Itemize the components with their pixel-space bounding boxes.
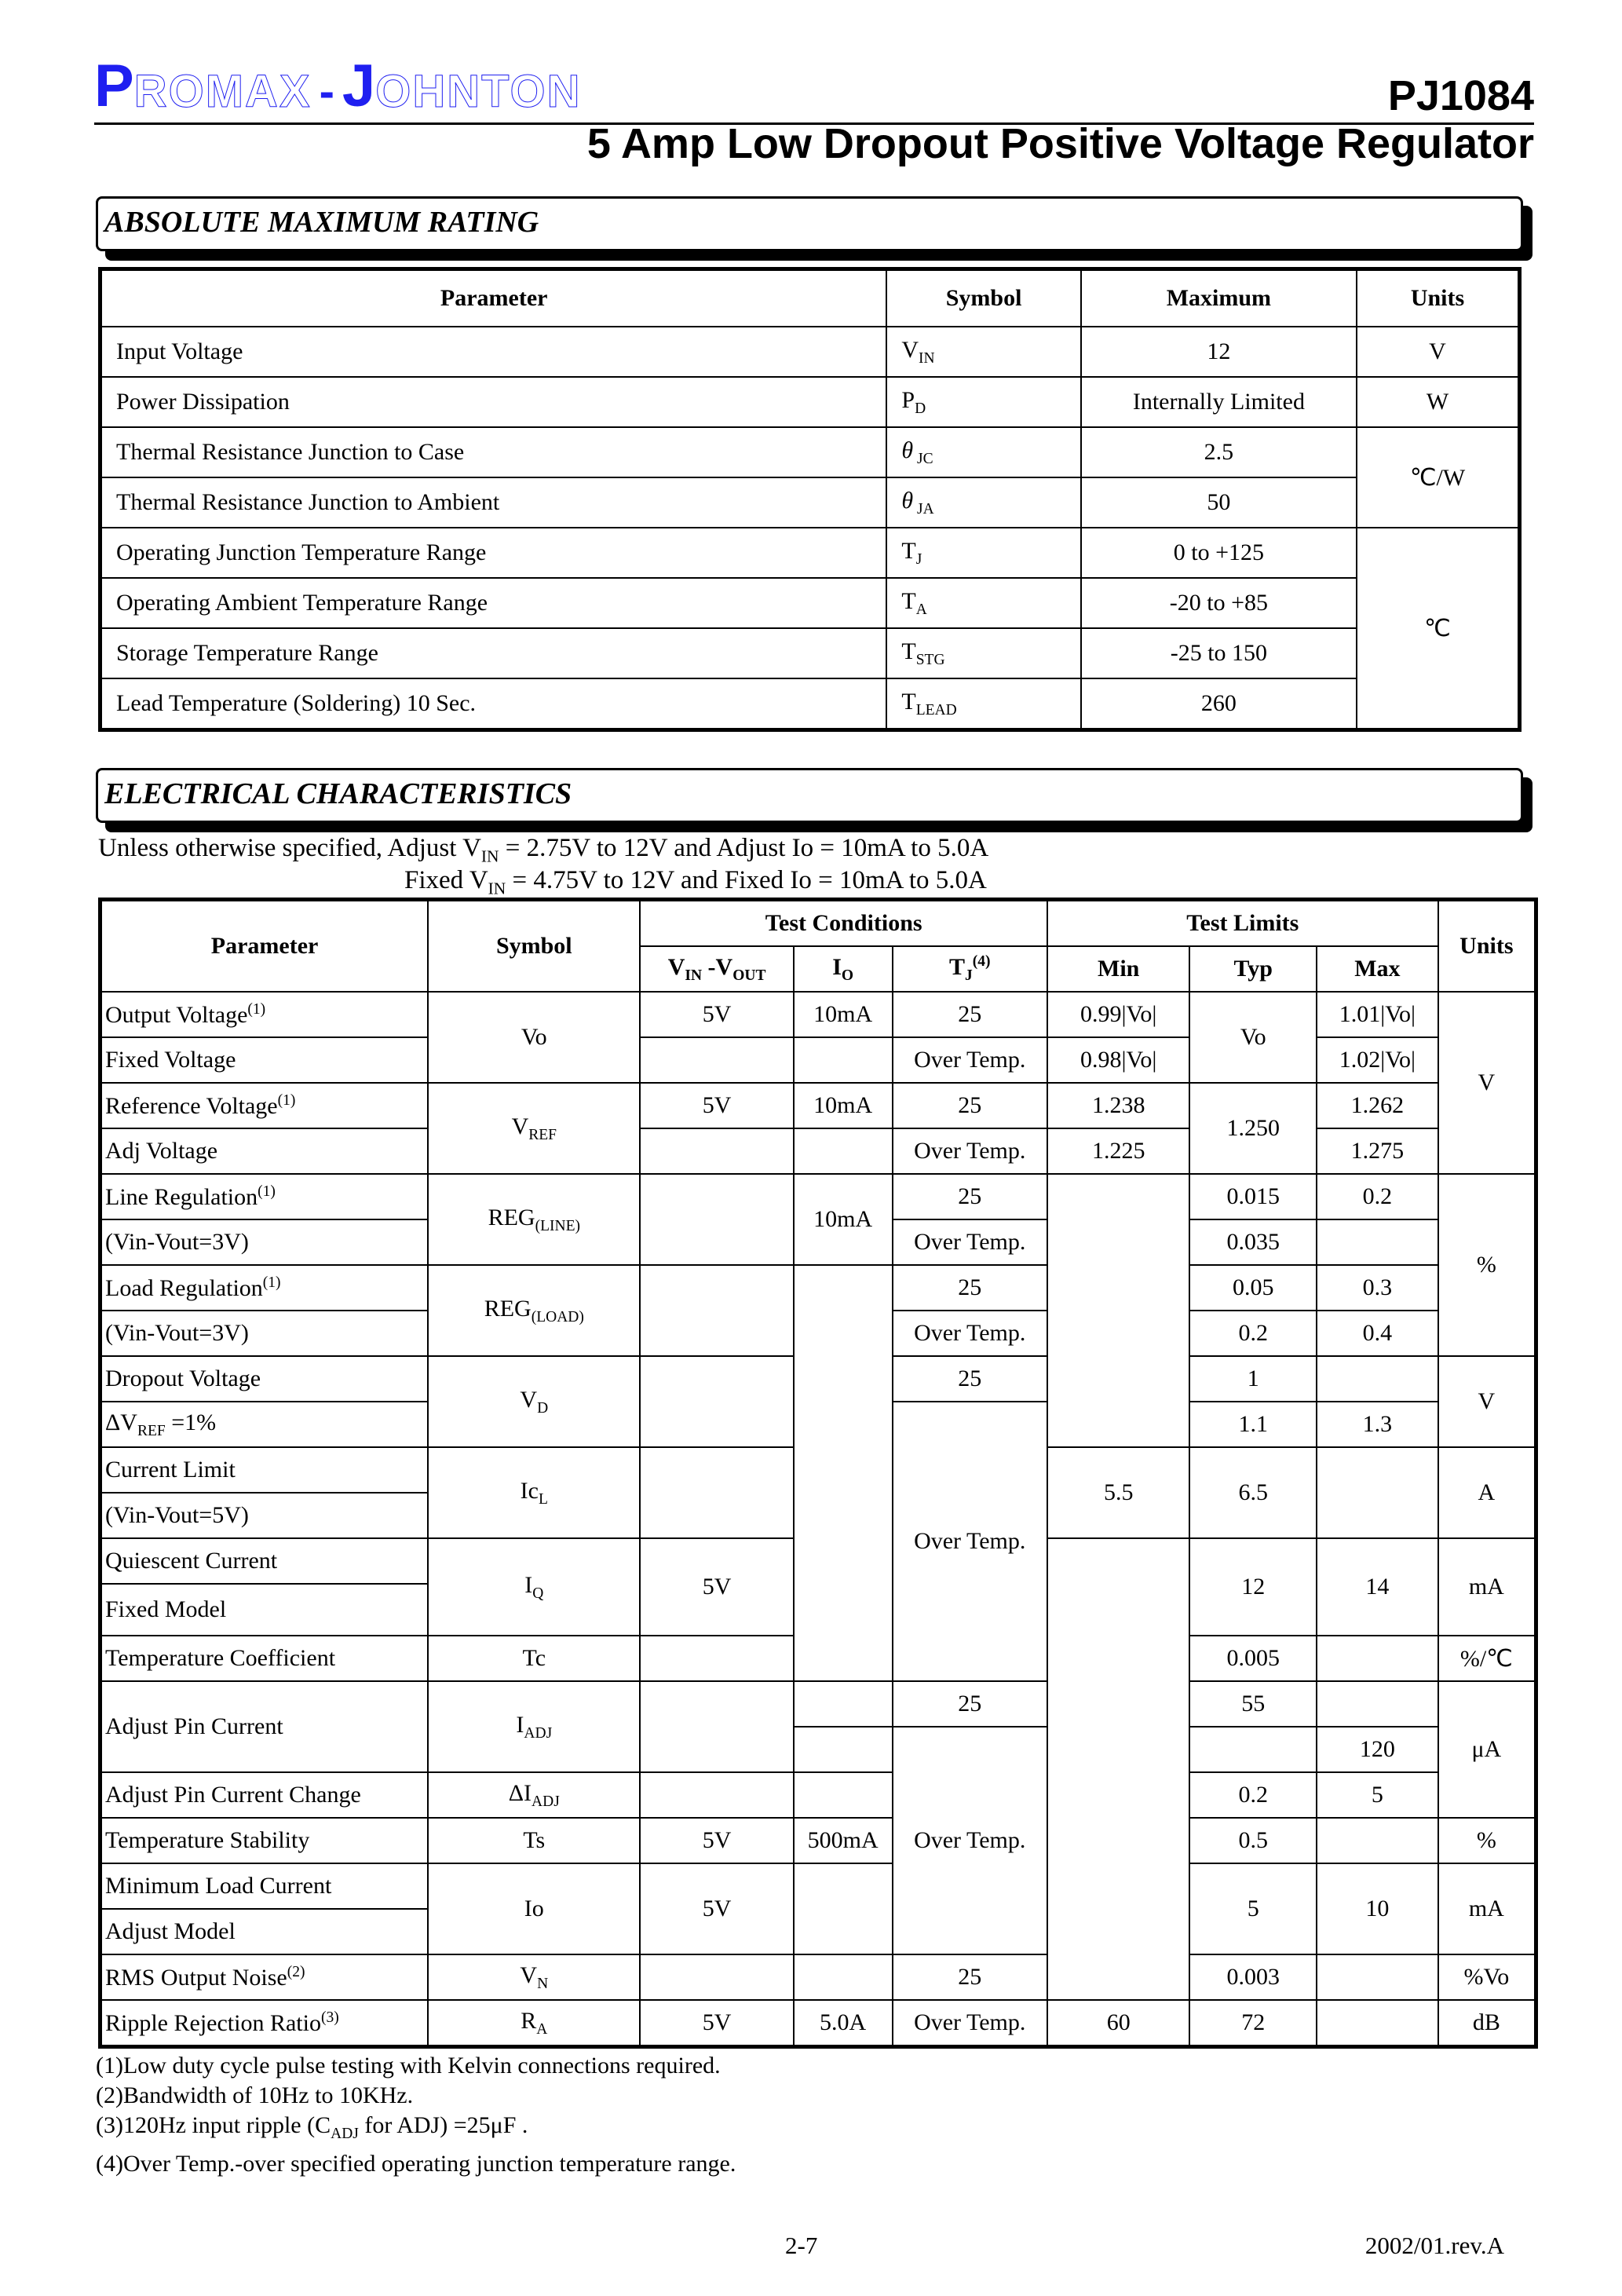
- cell-tj: 25: [893, 1681, 1047, 1727]
- cell-tj: 25: [893, 1265, 1047, 1311]
- header-text: T: [948, 954, 965, 980]
- cell-symbol: [428, 1954, 640, 2000]
- cell-io: [794, 1954, 893, 2000]
- cell-param: Dropout Voltage: [100, 1356, 429, 1402]
- cell-max: [1317, 1219, 1438, 1265]
- cell-symbol: [428, 1265, 640, 1356]
- symbol-text: T: [901, 587, 916, 614]
- cell-max: 5: [1317, 1772, 1438, 1818]
- cell-vin: [640, 1174, 793, 1265]
- cell-param: Quiescent Current: [100, 1538, 429, 1584]
- cell-max: [1317, 1818, 1438, 1863]
- section-title: ABSOLUTE MAXIMUM RATING: [104, 206, 539, 239]
- cell-typ: 0.003: [1189, 1954, 1317, 2000]
- symbol-text: I: [516, 1711, 524, 1738]
- cell-symbol: [428, 1356, 640, 1447]
- cell-unit: ℃: [1357, 528, 1520, 730]
- cell-unit: V: [1438, 1356, 1536, 1447]
- cell-tj: Over Temp.: [893, 1402, 1047, 1681]
- symbol-text: V: [520, 1386, 538, 1413]
- cell-max: 0.4: [1317, 1311, 1438, 1356]
- header-maximum: Maximum: [1081, 269, 1357, 327]
- cell-param: Current Limit: [100, 1447, 429, 1493]
- footnote-1: (1)Low duty cycle pulse testing with Kelvin connections required.: [96, 2053, 721, 2078]
- cell-vin: 5V: [640, 2000, 793, 2047]
- symbol-sub: N: [537, 1975, 549, 1992]
- cell-unit: μA: [1438, 1681, 1536, 1818]
- header-sub: O: [841, 967, 854, 984]
- table-row: [100, 477, 1520, 528]
- footnotes: [96, 2051, 736, 2179]
- cell-min: 1.225: [1047, 1128, 1190, 1174]
- cell-typ: 0.015: [1189, 1174, 1317, 1219]
- symbol-sub: JC: [913, 450, 933, 467]
- cell-max: [1317, 2000, 1438, 2047]
- cell-param: Adj Voltage: [100, 1128, 429, 1174]
- symbol-text: I: [524, 1571, 533, 1598]
- cell-vin: [640, 1265, 793, 1356]
- cell-maximum: 0 to +125: [1081, 528, 1357, 578]
- table-row: [100, 1954, 1536, 2000]
- cell-max: 1.262: [1317, 1083, 1438, 1128]
- cell-param: Temperature Stability: [100, 1818, 429, 1863]
- cell-vin: [640, 1128, 793, 1174]
- table-row: [100, 1681, 1536, 1727]
- cell-max: [1317, 1636, 1438, 1681]
- cell-symbol: [428, 2000, 640, 2047]
- param-sub: REF: [137, 1422, 166, 1439]
- cell-max: 0.2: [1317, 1174, 1438, 1219]
- table-row: [100, 327, 1520, 377]
- header-vin-vout: [640, 946, 793, 992]
- cell-io: 10mA: [794, 1083, 893, 1128]
- param-sup: (3): [320, 2009, 339, 2026]
- cell-tj: 25: [893, 1174, 1047, 1219]
- cell-max: 0.3: [1317, 1265, 1438, 1311]
- header-tj: [893, 946, 1047, 992]
- param-text: Ripple Rejection Ratio: [105, 2009, 321, 2036]
- cell-vin: 5V: [640, 1083, 793, 1128]
- cell-tj: Over Temp.: [893, 1219, 1047, 1265]
- table-header-row: [100, 269, 1520, 327]
- table-row: [100, 678, 1520, 730]
- cell-unit: %: [1438, 1174, 1536, 1356]
- header-sub: IN: [685, 967, 703, 984]
- cell-maximum: Internally Limited: [1081, 377, 1357, 427]
- cell-io: [794, 1681, 893, 1727]
- cell-unit: mA: [1438, 1863, 1536, 1954]
- param-sup: (2): [287, 1963, 305, 1980]
- cell-io: [794, 1265, 893, 1681]
- cell-param: Operating Ambient Temperature Range: [100, 578, 887, 628]
- footnote-4: (4)Over Temp.-over specified operating junction temperature range.: [96, 2151, 736, 2177]
- logo-romax: ROMAX: [133, 66, 312, 117]
- logo-letter-p: P: [94, 53, 134, 119]
- revision-label: 2002/01.rev.A: [1364, 2232, 1504, 2259]
- logo-letter-j: J: [342, 53, 376, 119]
- table-row: [100, 1772, 1536, 1818]
- cell-vin: 5V: [640, 1863, 793, 1954]
- header-units: Units: [1357, 269, 1520, 327]
- param-text: Load Regulation: [105, 1274, 263, 1301]
- cell-symbol: Tc: [428, 1636, 640, 1681]
- footnote-3: [96, 2111, 736, 2149]
- param-text: Line Regulation: [105, 1183, 258, 1210]
- cell-max: 1.3: [1317, 1402, 1438, 1447]
- cell-maximum: -20 to +85: [1081, 578, 1357, 628]
- cond-text: = 2.75V to 12V and Adjust Io = 10mA to 5.0A: [499, 834, 989, 862]
- cell-unit: dB: [1438, 2000, 1536, 2047]
- param-text: RMS Output Noise: [105, 1964, 287, 1991]
- cell-typ: 5: [1189, 1863, 1317, 1954]
- symbol-sub: ADJ: [532, 1793, 560, 1810]
- cond-text: Fixed V: [404, 866, 488, 894]
- cell-param: [100, 1265, 429, 1311]
- cell-unit: A: [1438, 1447, 1536, 1538]
- header-min: Min: [1047, 946, 1190, 992]
- param-sup: (1): [262, 1274, 281, 1291]
- param-sup: (1): [247, 1000, 266, 1018]
- cell-param: [100, 1174, 429, 1219]
- cell-symbol: [886, 628, 1080, 678]
- symbol-sub: (LINE): [535, 1217, 580, 1234]
- cell-min: 0.98|Vo|: [1047, 1037, 1190, 1083]
- section-title: ELECTRICAL CHARACTERISTICS: [104, 777, 572, 810]
- cell-unit: ℃/W: [1357, 427, 1520, 528]
- cell-vin: [640, 1954, 793, 2000]
- cell-symbol: [428, 1083, 640, 1174]
- cond-text: Unless otherwise specified, Adjust V: [98, 834, 481, 862]
- table-row: [100, 1818, 1536, 1863]
- symbol-text: Ic: [520, 1477, 539, 1504]
- symbol-text: V: [520, 1961, 538, 1988]
- table-row: [100, 1128, 1536, 1174]
- cell-io: 5.0A: [794, 2000, 893, 2047]
- cell-tj: 25: [893, 1083, 1047, 1128]
- cell-max: [1317, 1447, 1438, 1538]
- cell-vin: 5V: [640, 992, 793, 1037]
- cell-param: [100, 1954, 429, 2000]
- header-symbol: Symbol: [428, 900, 640, 993]
- cell-typ: 0.005: [1189, 1636, 1317, 1681]
- cell-typ: 1.1: [1189, 1402, 1317, 1447]
- cell-max: [1317, 1954, 1438, 2000]
- cond-text: = 4.75V to 12V and Fixed Io = 10mA to 5.0A: [506, 866, 987, 894]
- cell-symbol: [886, 578, 1080, 628]
- cell-min: 60: [1047, 2000, 1190, 2047]
- cell-typ: 6.5: [1189, 1447, 1317, 1538]
- header-sub: OUT: [732, 967, 766, 984]
- cell-tj: Over Temp.: [893, 1727, 1047, 1954]
- cell-typ: 55: [1189, 1681, 1317, 1727]
- symbol-text: R: [521, 2007, 537, 2034]
- logo-dash: -: [319, 66, 334, 117]
- symbol-text: ΔI: [508, 1779, 532, 1806]
- table-row: [100, 528, 1520, 578]
- symbol-sub: D: [537, 1399, 549, 1417]
- param-text: ΔV: [105, 1409, 137, 1435]
- header-text: -V: [702, 953, 733, 980]
- symbol-text: T: [901, 537, 916, 564]
- cell-vin: 5V: [640, 1538, 793, 1636]
- cell-unit: V: [1357, 327, 1520, 377]
- company-logo: [94, 53, 582, 119]
- cell-tj: Over Temp.: [893, 1037, 1047, 1083]
- symbol-sub: REF: [528, 1126, 557, 1143]
- cell-symbol: Ts: [428, 1818, 640, 1863]
- part-number: PJ1084: [1387, 72, 1534, 119]
- cell-symbol: [886, 427, 1080, 477]
- cell-symbol: [428, 1772, 640, 1818]
- symbol-sub: JA: [913, 500, 934, 517]
- cell-vin: [640, 1772, 793, 1818]
- header-text: V: [667, 953, 685, 980]
- cell-max: [1317, 1681, 1438, 1727]
- cell-param: Adjust Pin Current Change: [100, 1772, 429, 1818]
- document-title: 5 Amp Low Dropout Positive Voltage Regulator: [586, 120, 1534, 167]
- cell-io: [794, 1128, 893, 1174]
- cell-tj: 25: [893, 992, 1047, 1037]
- section-absolute-max-rating: [96, 196, 1523, 251]
- table-row: [100, 1083, 1536, 1128]
- symbol-text: T: [901, 638, 916, 664]
- footnote-2: (2)Bandwidth of 10Hz to 10KHz.: [96, 2082, 414, 2108]
- cell-typ: 0.2: [1189, 1311, 1317, 1356]
- param-text: =1%: [165, 1409, 217, 1435]
- cell-tj: 25: [893, 1356, 1047, 1402]
- symbol-sub: J: [915, 550, 922, 568]
- cell-maximum: -25 to 150: [1081, 628, 1357, 678]
- cell-typ: 1.250: [1189, 1083, 1317, 1174]
- cell-symbol: [886, 678, 1080, 730]
- table-row: [100, 1174, 1536, 1219]
- header-parameter: Parameter: [100, 269, 887, 327]
- header-text: I: [832, 953, 842, 980]
- table-row: [100, 1037, 1536, 1083]
- logo-ohnton: OHNTON: [375, 66, 582, 117]
- cell-param: (Vin-Vout=5V): [100, 1493, 429, 1538]
- cell-unit: W: [1357, 377, 1520, 427]
- cond-sub: IN: [488, 879, 506, 898]
- param-text: Output Voltage: [105, 1001, 248, 1028]
- cell-typ: Vo: [1189, 992, 1317, 1083]
- cell-max: [1317, 1356, 1438, 1402]
- symbol-text: V: [511, 1113, 529, 1139]
- cell-unit: mA: [1438, 1538, 1536, 1636]
- cell-param: (Vin-Vout=3V): [100, 1311, 429, 1356]
- symbol-text: REG: [484, 1295, 532, 1322]
- param-sup: (1): [258, 1183, 276, 1200]
- cell-max: 1.02|Vo|: [1317, 1037, 1438, 1083]
- cell-typ: 0.2: [1189, 1772, 1317, 1818]
- cell-param: Thermal Resistance Junction to Case: [100, 427, 887, 477]
- cell-maximum: 2.5: [1081, 427, 1357, 477]
- table-row: [100, 578, 1520, 628]
- cell-symbol: Io: [428, 1863, 640, 1954]
- symbol-sub: D: [915, 400, 926, 417]
- cell-param: Power Dissipation: [100, 377, 887, 427]
- note-text: for ADJ) =25μF .: [358, 2112, 528, 2138]
- cell-tj: Over Temp.: [893, 1311, 1047, 1356]
- cell-max: 120: [1317, 1727, 1438, 1772]
- cell-io: [794, 1727, 893, 1772]
- cell-param: Thermal Resistance Junction to Ambient: [100, 477, 887, 528]
- table-row: [100, 1863, 1536, 1909]
- cell-min: [1047, 1174, 1190, 1447]
- electrical-characteristics-table: [98, 898, 1538, 2049]
- cell-param: Temperature Coefficient: [100, 1636, 429, 1681]
- table-row: [100, 1265, 1536, 1311]
- cell-symbol: Vo: [428, 992, 640, 1083]
- cell-param: [100, 1402, 429, 1447]
- cell-unit: %/℃: [1438, 1636, 1536, 1681]
- cell-symbol: [428, 1681, 640, 1772]
- cell-vin: [640, 1681, 793, 1772]
- cell-min: 5.5: [1047, 1447, 1190, 1538]
- cell-param: Adjust Model: [100, 1909, 429, 1954]
- page-number: 2-7: [785, 2232, 818, 2259]
- header-test-conditions: Test Conditions: [640, 900, 1047, 947]
- table-row: [100, 427, 1520, 477]
- table-row: [100, 992, 1536, 1037]
- symbol-text: REG: [488, 1204, 535, 1230]
- cell-vin: [640, 1447, 793, 1538]
- symbol-sub: A: [915, 601, 927, 618]
- cond-sub: IN: [480, 846, 499, 866]
- cell-max: 1.275: [1317, 1128, 1438, 1174]
- cell-symbol: [428, 1174, 640, 1265]
- symbol-text: θ: [901, 487, 914, 514]
- cell-maximum: 12: [1081, 327, 1357, 377]
- symbol-sub: ADJ: [524, 1724, 553, 1742]
- symbol-text: T: [901, 688, 916, 715]
- cell-io: [794, 1772, 893, 1818]
- cell-symbol: [886, 377, 1080, 427]
- cell-io: 10mA: [794, 1174, 893, 1265]
- cell-maximum: 260: [1081, 678, 1357, 730]
- cell-param: Fixed Voltage: [100, 1037, 429, 1083]
- cell-max: 10: [1317, 1863, 1438, 1954]
- symbol-text: V: [901, 336, 919, 363]
- symbol-sub: (LOAD): [531, 1308, 584, 1325]
- cell-tj: Over Temp.: [893, 2000, 1047, 2047]
- cell-vin: [640, 1636, 793, 1681]
- cell-param: Fixed Model: [100, 1584, 429, 1636]
- cell-symbol: [886, 477, 1080, 528]
- cell-io: [794, 1863, 893, 1954]
- note-text: (3)120Hz input ripple (C: [96, 2112, 331, 2138]
- cell-vin: 5V: [640, 1818, 793, 1863]
- cell-unit: %: [1438, 1818, 1536, 1863]
- header-test-limits: Test Limits: [1047, 900, 1438, 947]
- param-sup: (1): [277, 1091, 296, 1109]
- cell-maximum: 50: [1081, 477, 1357, 528]
- cell-typ: 72: [1189, 2000, 1317, 2047]
- cell-param: (Vin-Vout=3V): [100, 1219, 429, 1265]
- cell-max: 1.01|Vo|: [1317, 992, 1438, 1037]
- cell-param: [100, 1083, 429, 1128]
- symbol-sub: A: [536, 2020, 548, 2038]
- cell-typ: [1189, 1727, 1317, 1772]
- header-parameter: Parameter: [100, 900, 429, 993]
- symbol-sub: IN: [919, 349, 935, 367]
- table-row: [100, 2000, 1536, 2047]
- table-row: [100, 377, 1520, 427]
- cell-typ: 12: [1189, 1538, 1317, 1636]
- cell-param: Minimum Load Current: [100, 1863, 429, 1909]
- note-sub: ADJ: [331, 2126, 359, 2142]
- header-typ: Typ: [1189, 946, 1317, 992]
- cell-typ: 0.05: [1189, 1265, 1317, 1311]
- header-units: Units: [1438, 900, 1536, 993]
- cell-tj: Over Temp.: [893, 1128, 1047, 1174]
- header-symbol: Symbol: [886, 269, 1080, 327]
- symbol-sub: L: [538, 1490, 548, 1508]
- header-max: Max: [1317, 946, 1438, 992]
- cell-param: [100, 992, 429, 1037]
- table-header-row: [100, 900, 1536, 947]
- cell-io: [794, 1037, 893, 1083]
- symbol-sub: LEAD: [915, 701, 957, 718]
- cell-min: 1.238: [1047, 1083, 1190, 1128]
- symbol-text: P: [901, 386, 915, 413]
- cell-min: 0.99|Vo|: [1047, 992, 1190, 1037]
- cell-typ: 1: [1189, 1356, 1317, 1402]
- cell-min: [1047, 1538, 1190, 2000]
- symbol-text: θ: [901, 437, 914, 463]
- cell-unit: V: [1438, 992, 1536, 1174]
- symbol-sub: Q: [532, 1585, 544, 1602]
- absolute-max-table: [98, 267, 1522, 732]
- header-io: [794, 946, 893, 992]
- header-sub: J: [964, 967, 973, 984]
- cell-unit: %Vo: [1438, 1954, 1536, 2000]
- cell-param: Lead Temperature (Soldering) 10 Sec.: [100, 678, 887, 730]
- cell-io: 10mA: [794, 992, 893, 1037]
- cell-symbol: [886, 528, 1080, 578]
- cell-param: Input Voltage: [100, 327, 887, 377]
- cell-param: [100, 2000, 429, 2047]
- header-sup: (4): [972, 953, 991, 970]
- cell-param: Operating Junction Temperature Range: [100, 528, 887, 578]
- cell-param: Storage Temperature Range: [100, 628, 887, 678]
- cell-max: 14: [1317, 1538, 1438, 1636]
- cell-symbol: [886, 327, 1080, 377]
- param-text: Reference Voltage: [105, 1092, 278, 1119]
- cell-typ: 0.035: [1189, 1219, 1317, 1265]
- cell-vin: [640, 1037, 793, 1083]
- cell-symbol: [428, 1538, 640, 1636]
- cell-param: Adjust Pin Current: [100, 1681, 429, 1772]
- cell-tj: 25: [893, 1954, 1047, 2000]
- cell-symbol: [428, 1447, 640, 1538]
- table-row: [100, 628, 1520, 678]
- cell-io: 500mA: [794, 1818, 893, 1863]
- section-electrical-characteristics: [96, 768, 1523, 823]
- cell-vin: [640, 1356, 793, 1447]
- cell-typ: 0.5: [1189, 1818, 1317, 1863]
- symbol-sub: STG: [915, 651, 945, 668]
